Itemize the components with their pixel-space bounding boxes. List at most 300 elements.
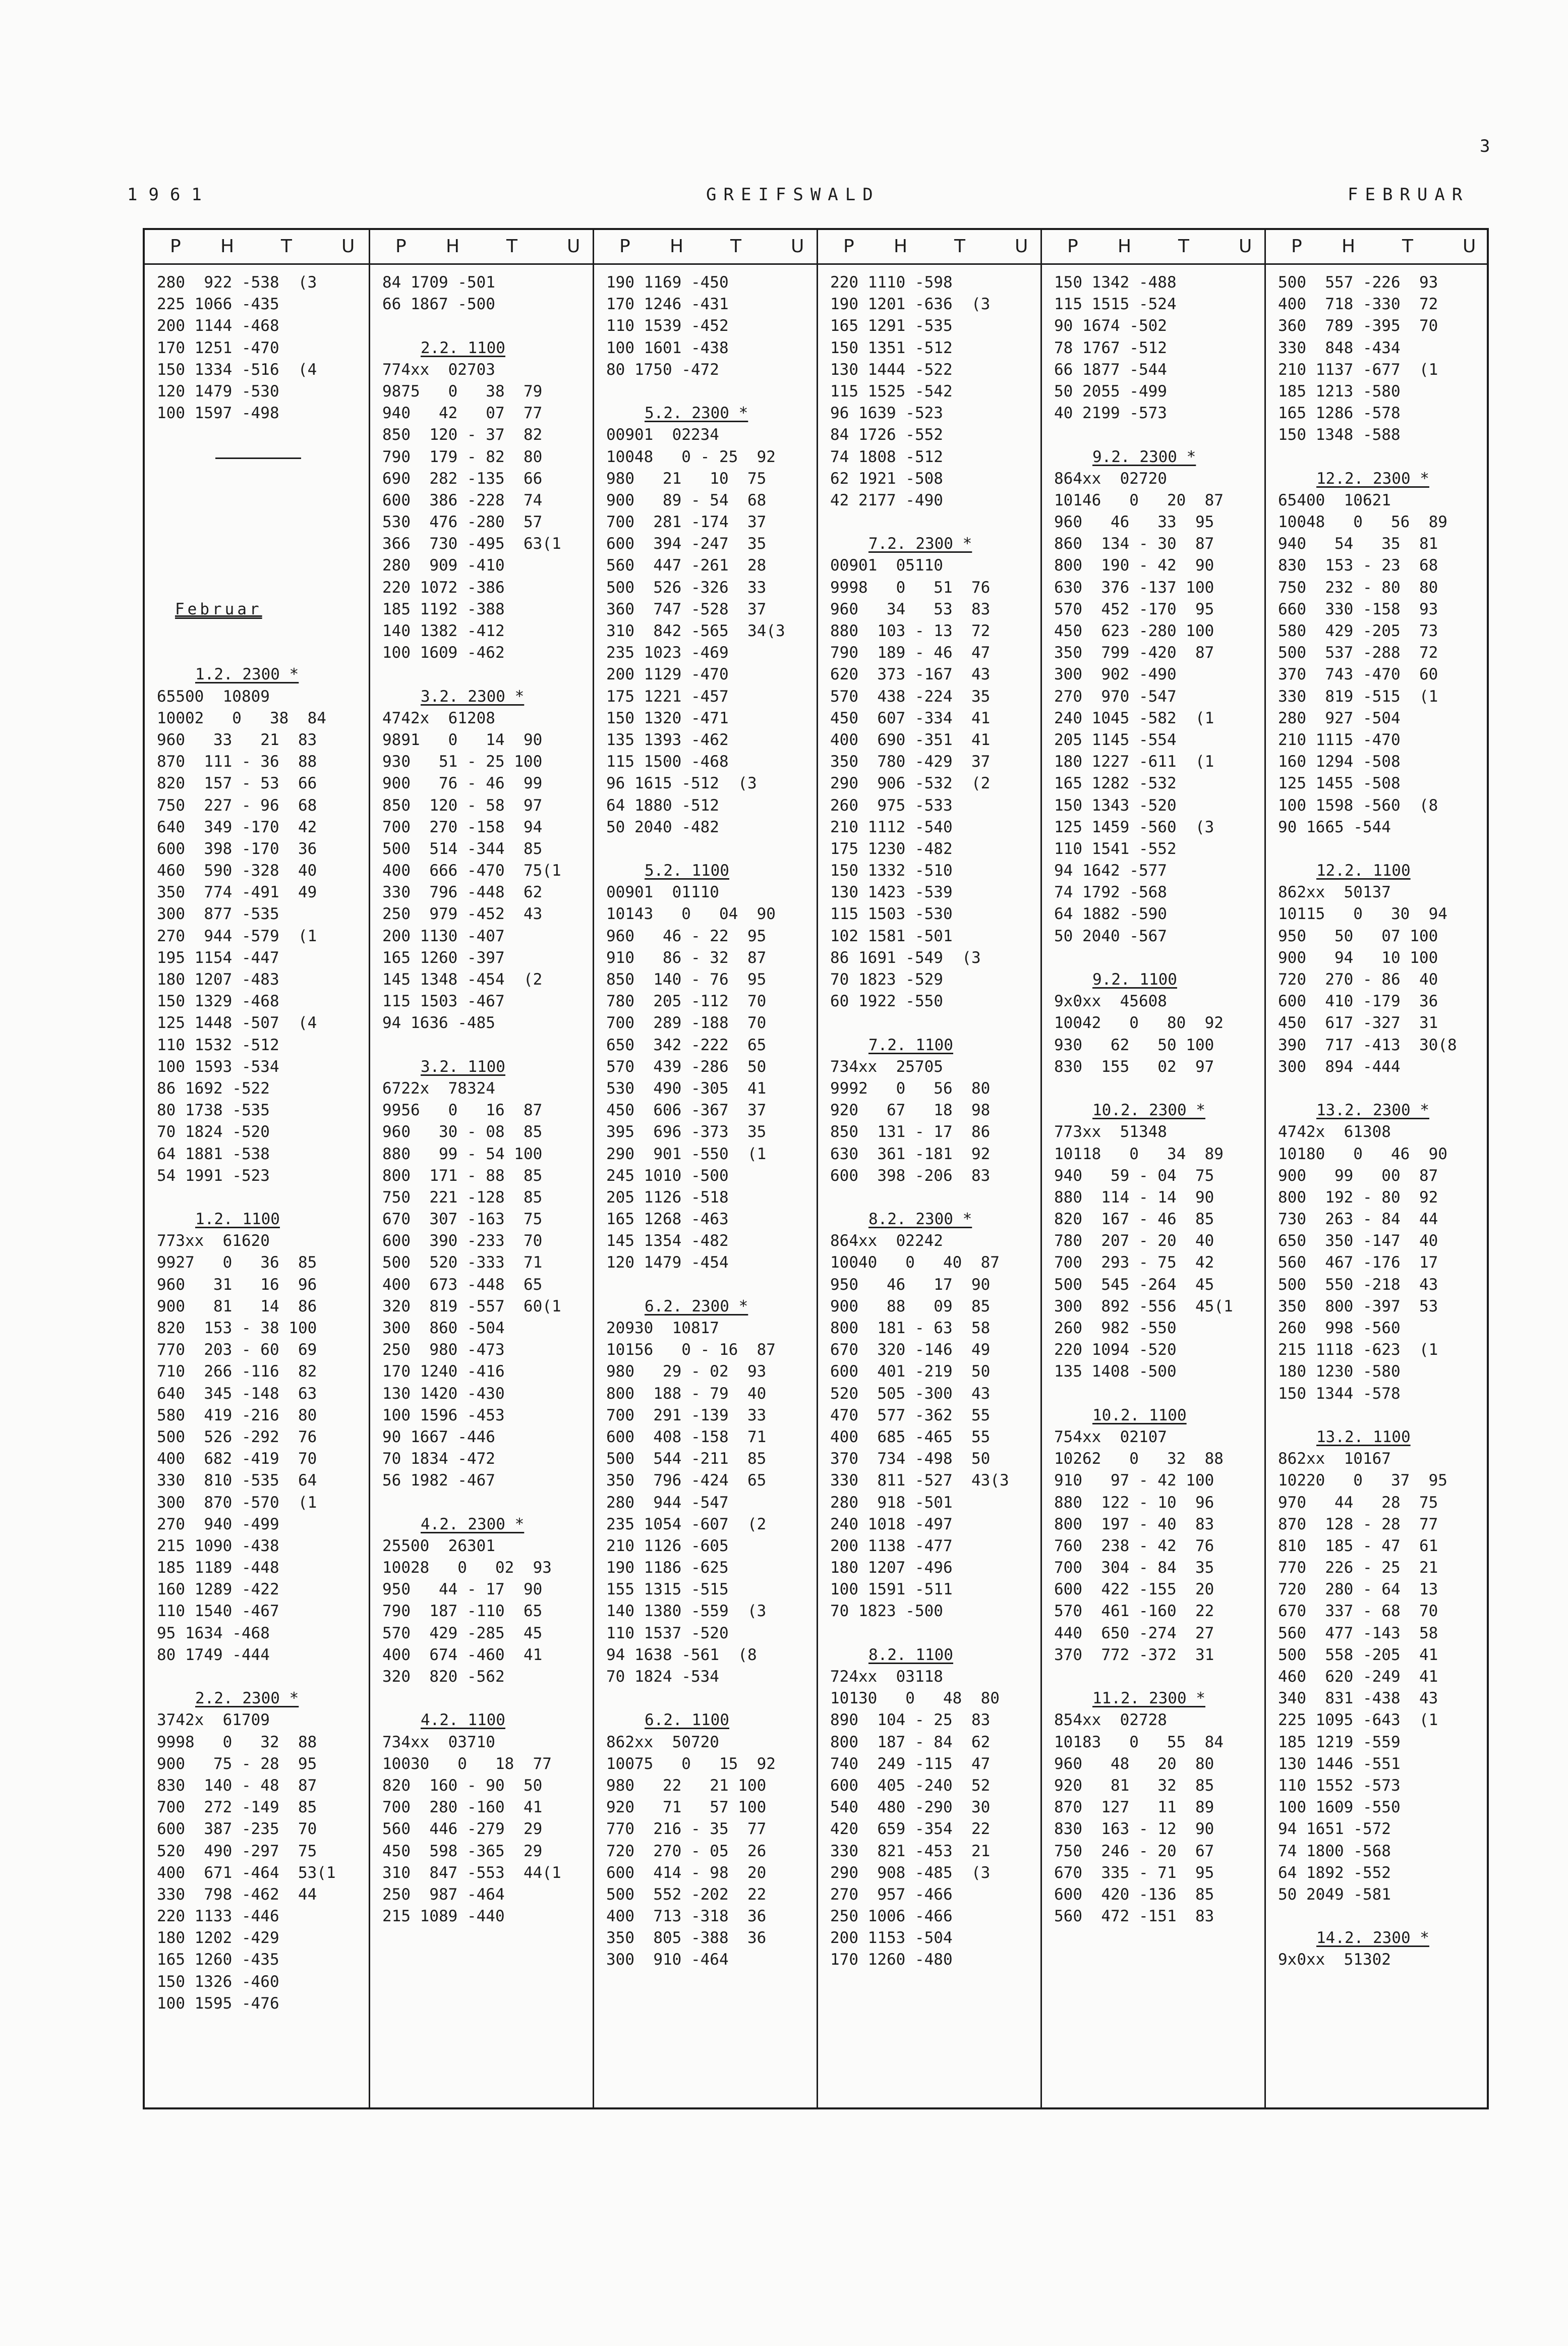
table-row: 50 2055 -499 [1054, 382, 1167, 400]
table-row: 80 1750 -472 [606, 360, 719, 379]
table-row [1266, 1405, 1488, 1426]
table-row: 110 1539 -452 [606, 317, 729, 335]
table-row: 65500 10809 [157, 687, 270, 706]
table-row: 700 270 -158 94 [382, 818, 543, 836]
column-header [370, 230, 593, 265]
table-row: 570 438 -224 35 [830, 687, 991, 706]
table-row: 205 1126 -518 [606, 1188, 729, 1207]
table-row: 880 122 - 10 96 [1054, 1493, 1214, 1512]
table-row: 980 29 - 02 93 [606, 1362, 767, 1381]
table-row: 40 2199 -573 [1054, 404, 1167, 423]
column-header [594, 230, 817, 265]
table-row: 370 743 -470 60 [1278, 665, 1438, 684]
table-row: 780 207 - 20 40 [1054, 1232, 1214, 1250]
table-row: 830 155 02 97 [1054, 1057, 1214, 1076]
table-row: 70 1823 -500 [830, 1602, 943, 1621]
table-row: 600 401 -219 50 [830, 1362, 991, 1381]
table-row: 9x0xx 51302 [1278, 1951, 1391, 1969]
column-header-label: H [670, 236, 684, 257]
column-header-label: P [1067, 236, 1078, 257]
table-row: 660 330 -158 93 [1278, 600, 1438, 618]
table-row [1266, 838, 1488, 860]
table-row: 630 361 -181 92 [830, 1145, 991, 1163]
table-row: 970 44 28 75 [1278, 1493, 1438, 1512]
table-row: 200 1129 -470 [606, 665, 729, 684]
table-column [817, 230, 1040, 2107]
table-row: 150 1348 -588 [1278, 426, 1401, 444]
table-row: 9875 0 38 79 [382, 382, 543, 400]
table-row: 862xx 50720 [606, 1733, 719, 1751]
table-row: 150 1334 -516 (4 [157, 360, 317, 379]
sounding-heading: 3.2. 2300 * [421, 687, 525, 706]
table-row: 400 682 -419 70 [157, 1450, 317, 1468]
table-row: 270 944 -579 (1 [157, 927, 317, 945]
column-header-label: U [1463, 236, 1476, 257]
table-row: 740 249 -115 47 [830, 1754, 991, 1773]
table-row: 580 419 -216 80 [157, 1406, 317, 1424]
table-row: 210 1137 -677 (1 [1278, 360, 1438, 379]
table-row: 980 21 10 75 [606, 469, 767, 488]
table-row: 120 1479 -454 [606, 1253, 729, 1272]
table-row: 820 160 - 90 50 [382, 1776, 543, 1795]
table-row: 215 1118 -623 (1 [1278, 1341, 1438, 1359]
table-row: 960 31 16 96 [157, 1275, 317, 1294]
table-row: 530 476 -280 57 [382, 513, 543, 532]
table-row: 910 86 - 32 87 [606, 948, 767, 967]
table-row [145, 468, 369, 490]
table-row: 790 179 - 82 80 [382, 447, 543, 466]
table-row: 64 1880 -512 [606, 796, 719, 815]
table-row [594, 1688, 817, 1709]
table-row: 180 1207 -496 [830, 1559, 953, 1577]
table-row: 800 171 - 88 85 [382, 1166, 543, 1185]
table-row: 870 127 11 89 [1054, 1798, 1214, 1817]
column-header-label: P [843, 236, 854, 257]
table-row: 350 796 -424 65 [606, 1471, 767, 1490]
table-row: 980 22 21 100 [606, 1776, 767, 1795]
table-row: 50 2040 -482 [606, 818, 719, 836]
table-row: 670 320 -146 49 [830, 1341, 991, 1359]
table-row: 940 59 - 04 75 [1054, 1166, 1214, 1185]
sounding-heading: 9.2. 1100 [1092, 970, 1177, 989]
table-row: 145 1354 -482 [606, 1232, 729, 1250]
table-row: 600 394 -247 35 [606, 535, 767, 553]
table-row: 120 1479 -530 [157, 382, 279, 400]
table-row: 225 1066 -435 [157, 295, 279, 314]
table-row: 754xx 02107 [1054, 1427, 1167, 1446]
table-row: 70 1824 -520 [157, 1123, 270, 1141]
table-row: 300 892 -556 45(1 [1054, 1297, 1233, 1315]
table-row: 460 620 -249 41 [1278, 1668, 1438, 1686]
table-row: 350 799 -420 87 [1054, 644, 1214, 662]
table-row: 400 685 -465 55 [830, 1427, 991, 1446]
sounding-heading: 13.2. 2300 * [1316, 1101, 1429, 1120]
table-row: 90 1674 -502 [1054, 317, 1167, 335]
table-row: 165 1286 -578 [1278, 404, 1401, 423]
table-row: 280 922 -538 (3 [157, 273, 317, 292]
table-row: 10262 0 32 88 [1054, 1450, 1224, 1468]
table-row: 250 980 -473 [382, 1341, 505, 1359]
table-row: 10048 0 56 89 [1278, 513, 1447, 532]
table-row: 115 1515 -524 [1054, 295, 1177, 314]
table-row: 600 390 -233 70 [382, 1232, 543, 1250]
table-row: 540 480 -290 30 [830, 1798, 991, 1817]
table-row: 160 1289 -422 [157, 1580, 279, 1599]
table-row: 900 81 14 86 [157, 1297, 317, 1315]
table-row: 773xx 51348 [1054, 1123, 1167, 1141]
table-row: 770 226 - 25 21 [1278, 1559, 1438, 1577]
table-row: 800 197 - 40 83 [1054, 1515, 1214, 1533]
table-row: 150 1320 -471 [606, 709, 729, 727]
sounding-heading: 3.2. 1100 [421, 1057, 505, 1076]
table-row: 100 1609 -462 [382, 644, 505, 662]
column-header-label: U [567, 236, 580, 257]
table-row: 25500 26301 [382, 1536, 495, 1555]
table-row: 560 472 -151 83 [1054, 1907, 1214, 1926]
table-row: 94 1636 -485 [382, 1014, 495, 1033]
sounding-heading: 12.2. 1100 [1316, 862, 1411, 880]
table-row: 620 373 -167 43 [830, 665, 991, 684]
table-row: 920 81 32 85 [1054, 1776, 1214, 1795]
table-row: 130 1420 -430 [382, 1384, 505, 1403]
table-row: 90 1665 -544 [1278, 818, 1391, 836]
table-row: 150 1326 -460 [157, 1972, 279, 1991]
sounding-heading: 2.2. 2300 * [195, 1689, 299, 1708]
table-row: 750 232 - 80 80 [1278, 578, 1438, 597]
table-row: 66 1867 -500 [382, 295, 495, 314]
column-header [1266, 230, 1488, 265]
month-label: Februar [175, 600, 262, 618]
table-row: 100 1597 -498 [157, 404, 279, 423]
table-row: 720 270 - 86 40 [1278, 970, 1438, 989]
table-row: 880 114 - 14 90 [1054, 1188, 1214, 1207]
table-row: 850 131 - 17 86 [830, 1123, 991, 1141]
column-header-label: T [1178, 236, 1189, 257]
table-row [145, 511, 369, 533]
table-row [1042, 1666, 1264, 1688]
table-row: 165 1291 -535 [830, 317, 953, 335]
table-row: 770 216 - 35 77 [606, 1820, 767, 1839]
table-row: 940 42 07 77 [382, 404, 543, 423]
table-row: 290 906 -532 (2 [830, 774, 991, 793]
table-row: 400 673 -448 65 [382, 1275, 543, 1294]
table-row: 6722x 78324 [382, 1079, 495, 1098]
table-row [1042, 947, 1264, 969]
table-row: 854xx 02728 [1054, 1711, 1167, 1730]
divider [145, 446, 369, 468]
table-row: 790 189 - 46 47 [830, 644, 991, 662]
table-row: 600 420 -136 85 [1054, 1885, 1214, 1904]
table-row: 350 780 -429 37 [830, 753, 991, 771]
sounding-heading: 7.2. 1100 [868, 1036, 953, 1054]
table-row: 960 30 - 08 85 [382, 1123, 543, 1141]
table-row: 150 1344 -578 [1278, 1384, 1401, 1403]
table-row: 165 1282 -532 [1054, 774, 1177, 793]
table-row: 10048 0 - 25 92 [606, 447, 776, 466]
table-row [145, 1666, 369, 1688]
table-row: 175 1230 -482 [830, 839, 953, 858]
table-row: 115 1503 -530 [830, 905, 953, 924]
table-row: 10040 0 40 87 [830, 1253, 1000, 1272]
table-row: 880 103 - 13 72 [830, 622, 991, 640]
table-row [1266, 446, 1488, 468]
table-row: 370 734 -498 50 [830, 1450, 991, 1468]
table-row: 690 282 -135 66 [382, 469, 543, 488]
table-row: 710 266 -116 82 [157, 1362, 317, 1381]
sounding-heading: 6.2. 1100 [645, 1711, 729, 1730]
table-row: 00901 05110 [830, 556, 943, 575]
table-row: 500 526 -292 76 [157, 1427, 317, 1446]
table-row [145, 642, 369, 664]
table-row: 100 1601 -438 [606, 338, 729, 357]
table-row: 9998 0 32 88 [157, 1733, 317, 1751]
table-row: 570 452 -170 95 [1054, 600, 1214, 618]
table-row: 210 1126 -605 [606, 1536, 729, 1555]
table-row: 56 1982 -467 [382, 1471, 495, 1490]
table-row: 920 67 18 98 [830, 1101, 991, 1120]
table-row: 830 163 - 12 90 [1054, 1820, 1214, 1839]
table-row: 830 140 - 48 87 [157, 1776, 317, 1795]
table-row: 400 666 -470 75(1 [382, 862, 561, 880]
table-row: 900 94 10 100 [1278, 948, 1438, 967]
table-row: 500 545 -264 45 [1054, 1275, 1214, 1294]
table-row: 864xx 02242 [830, 1232, 943, 1250]
table-row: 10028 0 02 93 [382, 1559, 552, 1577]
table-row: 74 1808 -512 [830, 447, 943, 466]
table-row: 670 337 - 68 70 [1278, 1602, 1438, 1621]
column-header-label: T [1402, 236, 1413, 257]
table-row [818, 1187, 1040, 1209]
table-row: 110 1540 -467 [157, 1602, 279, 1621]
table-row [818, 511, 1040, 533]
table-row: 720 280 - 64 13 [1278, 1580, 1438, 1599]
table-row: 3742x 61709 [157, 1711, 270, 1730]
table-row: 700 289 -188 70 [606, 1014, 767, 1033]
table-row: 960 34 53 83 [830, 600, 991, 618]
table-row: 290 901 -550 (1 [606, 1145, 767, 1163]
header-station: GREIFSWALD [706, 185, 880, 205]
table-row: 330 819 -515 (1 [1278, 687, 1438, 706]
table-row: 270 970 -547 [1054, 687, 1177, 706]
table-row: 850 120 - 58 97 [382, 796, 543, 815]
table-row: 530 490 -305 41 [606, 1079, 767, 1098]
column-header-label: U [1239, 236, 1252, 257]
table-row: 190 1169 -450 [606, 273, 729, 292]
table-row: 900 89 - 54 68 [606, 491, 767, 509]
table-row: 260 975 -533 [830, 796, 953, 815]
table-row: 10115 0 30 94 [1278, 905, 1447, 924]
sounding-heading: 7.2. 2300 * [868, 535, 972, 553]
table-row: 250 987 -464 [382, 1885, 505, 1904]
table-row: 290 908 -485 (3 [830, 1863, 991, 1882]
table-row: 200 1138 -477 [830, 1536, 953, 1555]
table-row: 280 944 -547 [606, 1493, 729, 1512]
sounding-heading: 10.2. 2300 * [1092, 1101, 1205, 1120]
column-header [1042, 230, 1264, 265]
table-row: 130 1446 -551 [1278, 1754, 1401, 1773]
table-row: 94 1638 -561 (8 [606, 1645, 757, 1664]
table-row [594, 838, 817, 860]
table-row: 600 408 -158 71 [606, 1427, 767, 1446]
sounding-heading: 1.2. 2300 * [195, 665, 299, 684]
table-row: 4742x 61308 [1278, 1123, 1391, 1141]
table-row: 320 819 -557 60(1 [382, 1297, 561, 1315]
table-row: 500 544 -211 85 [606, 1450, 767, 1468]
header-year: 1961 [127, 185, 213, 205]
table-row: 110 1532 -512 [157, 1036, 279, 1054]
table-row: 200 1153 -504 [830, 1929, 953, 1948]
table-row: 80 1749 -444 [157, 1645, 270, 1664]
table-row: 330 848 -434 [1278, 338, 1401, 357]
table-row: 700 291 -139 33 [606, 1406, 767, 1424]
table-row: 125 1455 -508 [1278, 774, 1401, 793]
table-row: 850 140 - 76 95 [606, 970, 767, 989]
table-row: 225 1095 -643 (1 [1278, 1711, 1438, 1730]
table-row: 520 505 -300 43 [830, 1384, 991, 1403]
sounding-heading: 8.2. 2300 * [868, 1210, 972, 1229]
column-header-label: T [954, 236, 965, 257]
table-row: 862xx 50137 [1278, 883, 1391, 902]
table-row: 330 811 -527 43(3 [830, 1471, 1009, 1490]
table-row: 90 1667 -446 [382, 1427, 495, 1446]
table-row: 600 386 -228 74 [382, 491, 543, 509]
table-row: 850 120 - 37 82 [382, 426, 543, 444]
column-header-label: H [1342, 236, 1356, 257]
table-row: 860 134 - 30 87 [1054, 535, 1214, 553]
table-row: 70 1824 -534 [606, 1668, 719, 1686]
table-row: 170 1260 -480 [830, 1951, 953, 1969]
table-row [145, 620, 369, 642]
table-row: 890 104 - 25 83 [830, 1711, 991, 1730]
table-row: 180 1207 -483 [157, 970, 279, 989]
table-row: 78 1767 -512 [1054, 338, 1167, 357]
table-row: 900 99 00 87 [1278, 1166, 1438, 1185]
table-row: 630 376 -137 100 [1054, 578, 1214, 597]
table-row: 720 270 - 05 26 [606, 1842, 767, 1860]
table-row: 170 1240 -416 [382, 1362, 505, 1381]
table-row: 64 1881 -538 [157, 1145, 270, 1163]
table-row: 10030 0 18 77 [382, 1754, 552, 1773]
table-row: 130 1423 -539 [830, 883, 953, 902]
table-row: 820 167 - 46 85 [1054, 1210, 1214, 1229]
table-row: 94 1642 -577 [1054, 862, 1167, 880]
sounding-heading: 10.2. 1100 [1092, 1406, 1187, 1424]
table-row: 773xx 61620 [157, 1232, 270, 1250]
table-row: 66 1877 -544 [1054, 360, 1167, 379]
table-row: 10220 0 37 95 [1278, 1471, 1447, 1490]
column-header [818, 230, 1040, 265]
table-row: 64 1892 -552 [1278, 1863, 1391, 1882]
table-row: 360 747 -528 37 [606, 600, 767, 618]
table-row: 20930 10817 [606, 1319, 719, 1337]
table-row: 235 1023 -469 [606, 644, 729, 662]
table-row: 62 1921 -508 [830, 469, 943, 488]
table-row: 9927 0 36 85 [157, 1253, 317, 1272]
table-row: 960 33 21 83 [157, 730, 317, 749]
table-row: 310 847 -553 44(1 [382, 1863, 561, 1882]
table-row: 140 1382 -412 [382, 622, 505, 640]
table-row: 640 345 -148 63 [157, 1384, 317, 1403]
column-header [145, 230, 369, 265]
column-header-label: H [446, 236, 460, 257]
table-row: 135 1408 -500 [1054, 1362, 1177, 1381]
table-row: 10042 0 80 92 [1054, 1014, 1224, 1033]
table-row: 930 62 50 100 [1054, 1036, 1214, 1054]
table-row: 54 1991 -523 [157, 1166, 270, 1185]
sounding-heading: 5.2. 1100 [645, 862, 729, 880]
table-row: 300 860 -504 [382, 1319, 505, 1337]
table-row: 650 350 -147 40 [1278, 1232, 1438, 1250]
table-row: 180 1230 -580 [1278, 1362, 1401, 1381]
table-row: 700 280 -160 41 [382, 1798, 543, 1817]
table-row: 560 467 -176 17 [1278, 1253, 1438, 1272]
table-row: 115 1503 -467 [382, 992, 505, 1011]
table-row [145, 577, 369, 599]
table-row [1042, 424, 1264, 446]
column-header-label: P [619, 236, 630, 257]
table-row: 185 1219 -559 [1278, 1733, 1401, 1751]
table-row: 160 1294 -508 [1278, 753, 1401, 771]
table-row: 734xx 25705 [830, 1057, 943, 1076]
table-row: 300 894 -444 [1278, 1057, 1401, 1076]
table-row: 950 50 07 100 [1278, 927, 1438, 945]
table-row: 950 46 17 90 [830, 1275, 991, 1294]
table-row: 700 272 -149 85 [157, 1798, 317, 1817]
table-row: 235 1054 -607 (2 [606, 1515, 767, 1533]
table-row: 115 1500 -468 [606, 753, 729, 771]
table-row: 760 238 - 42 76 [1054, 1536, 1214, 1555]
table-row [145, 490, 369, 511]
table-row: 930 51 - 25 100 [382, 753, 543, 771]
table-row: 560 447 -261 28 [606, 556, 767, 575]
table-row: 10146 0 20 87 [1054, 491, 1224, 509]
table-row: 400 674 -460 41 [382, 1645, 543, 1664]
table-row: 366 730 -495 63(1 [382, 535, 561, 553]
table-row: 50 2040 -567 [1054, 927, 1167, 945]
table-row: 900 76 - 46 99 [382, 774, 543, 793]
column-header-label: P [1291, 236, 1302, 257]
table-row: 9992 0 56 80 [830, 1079, 991, 1098]
table-row: 940 54 35 81 [1278, 535, 1438, 553]
table-row: 205 1145 -554 [1054, 730, 1177, 749]
table-row: 95 1634 -468 [157, 1624, 270, 1642]
table-row: 170 1251 -470 [157, 338, 279, 357]
table-row: 960 48 20 80 [1054, 1754, 1214, 1773]
table-row: 500 558 -205 41 [1278, 1645, 1438, 1664]
sounding-heading: 12.2. 2300 * [1316, 469, 1429, 488]
table-row: 195 1154 -447 [157, 948, 279, 967]
table-row: 500 552 -202 22 [606, 1885, 767, 1904]
table-row: 700 293 - 75 42 [1054, 1253, 1214, 1272]
table-row: 185 1189 -448 [157, 1559, 279, 1577]
column-header-label: U [791, 236, 804, 257]
sounding-heading: 11.2. 2300 * [1092, 1689, 1205, 1708]
table-column [145, 230, 369, 2107]
table-row: 920 71 57 100 [606, 1798, 767, 1817]
sounding-table [143, 228, 1489, 2109]
table-row: 155 1315 -515 [606, 1580, 729, 1599]
table-row [818, 1623, 1040, 1644]
table-row: 165 1268 -463 [606, 1210, 729, 1229]
table-row: 185 1213 -580 [1278, 382, 1401, 400]
table-row: 395 696 -373 35 [606, 1123, 767, 1141]
table-row: 450 598 -365 29 [382, 1842, 543, 1860]
table-row: 320 820 -562 [382, 1668, 505, 1686]
page-number: 3 [1480, 136, 1490, 156]
sounding-heading: 13.2. 1100 [1316, 1427, 1411, 1446]
header-month: FEBRUAR [1348, 185, 1470, 205]
table-row: 800 192 - 80 92 [1278, 1188, 1438, 1207]
